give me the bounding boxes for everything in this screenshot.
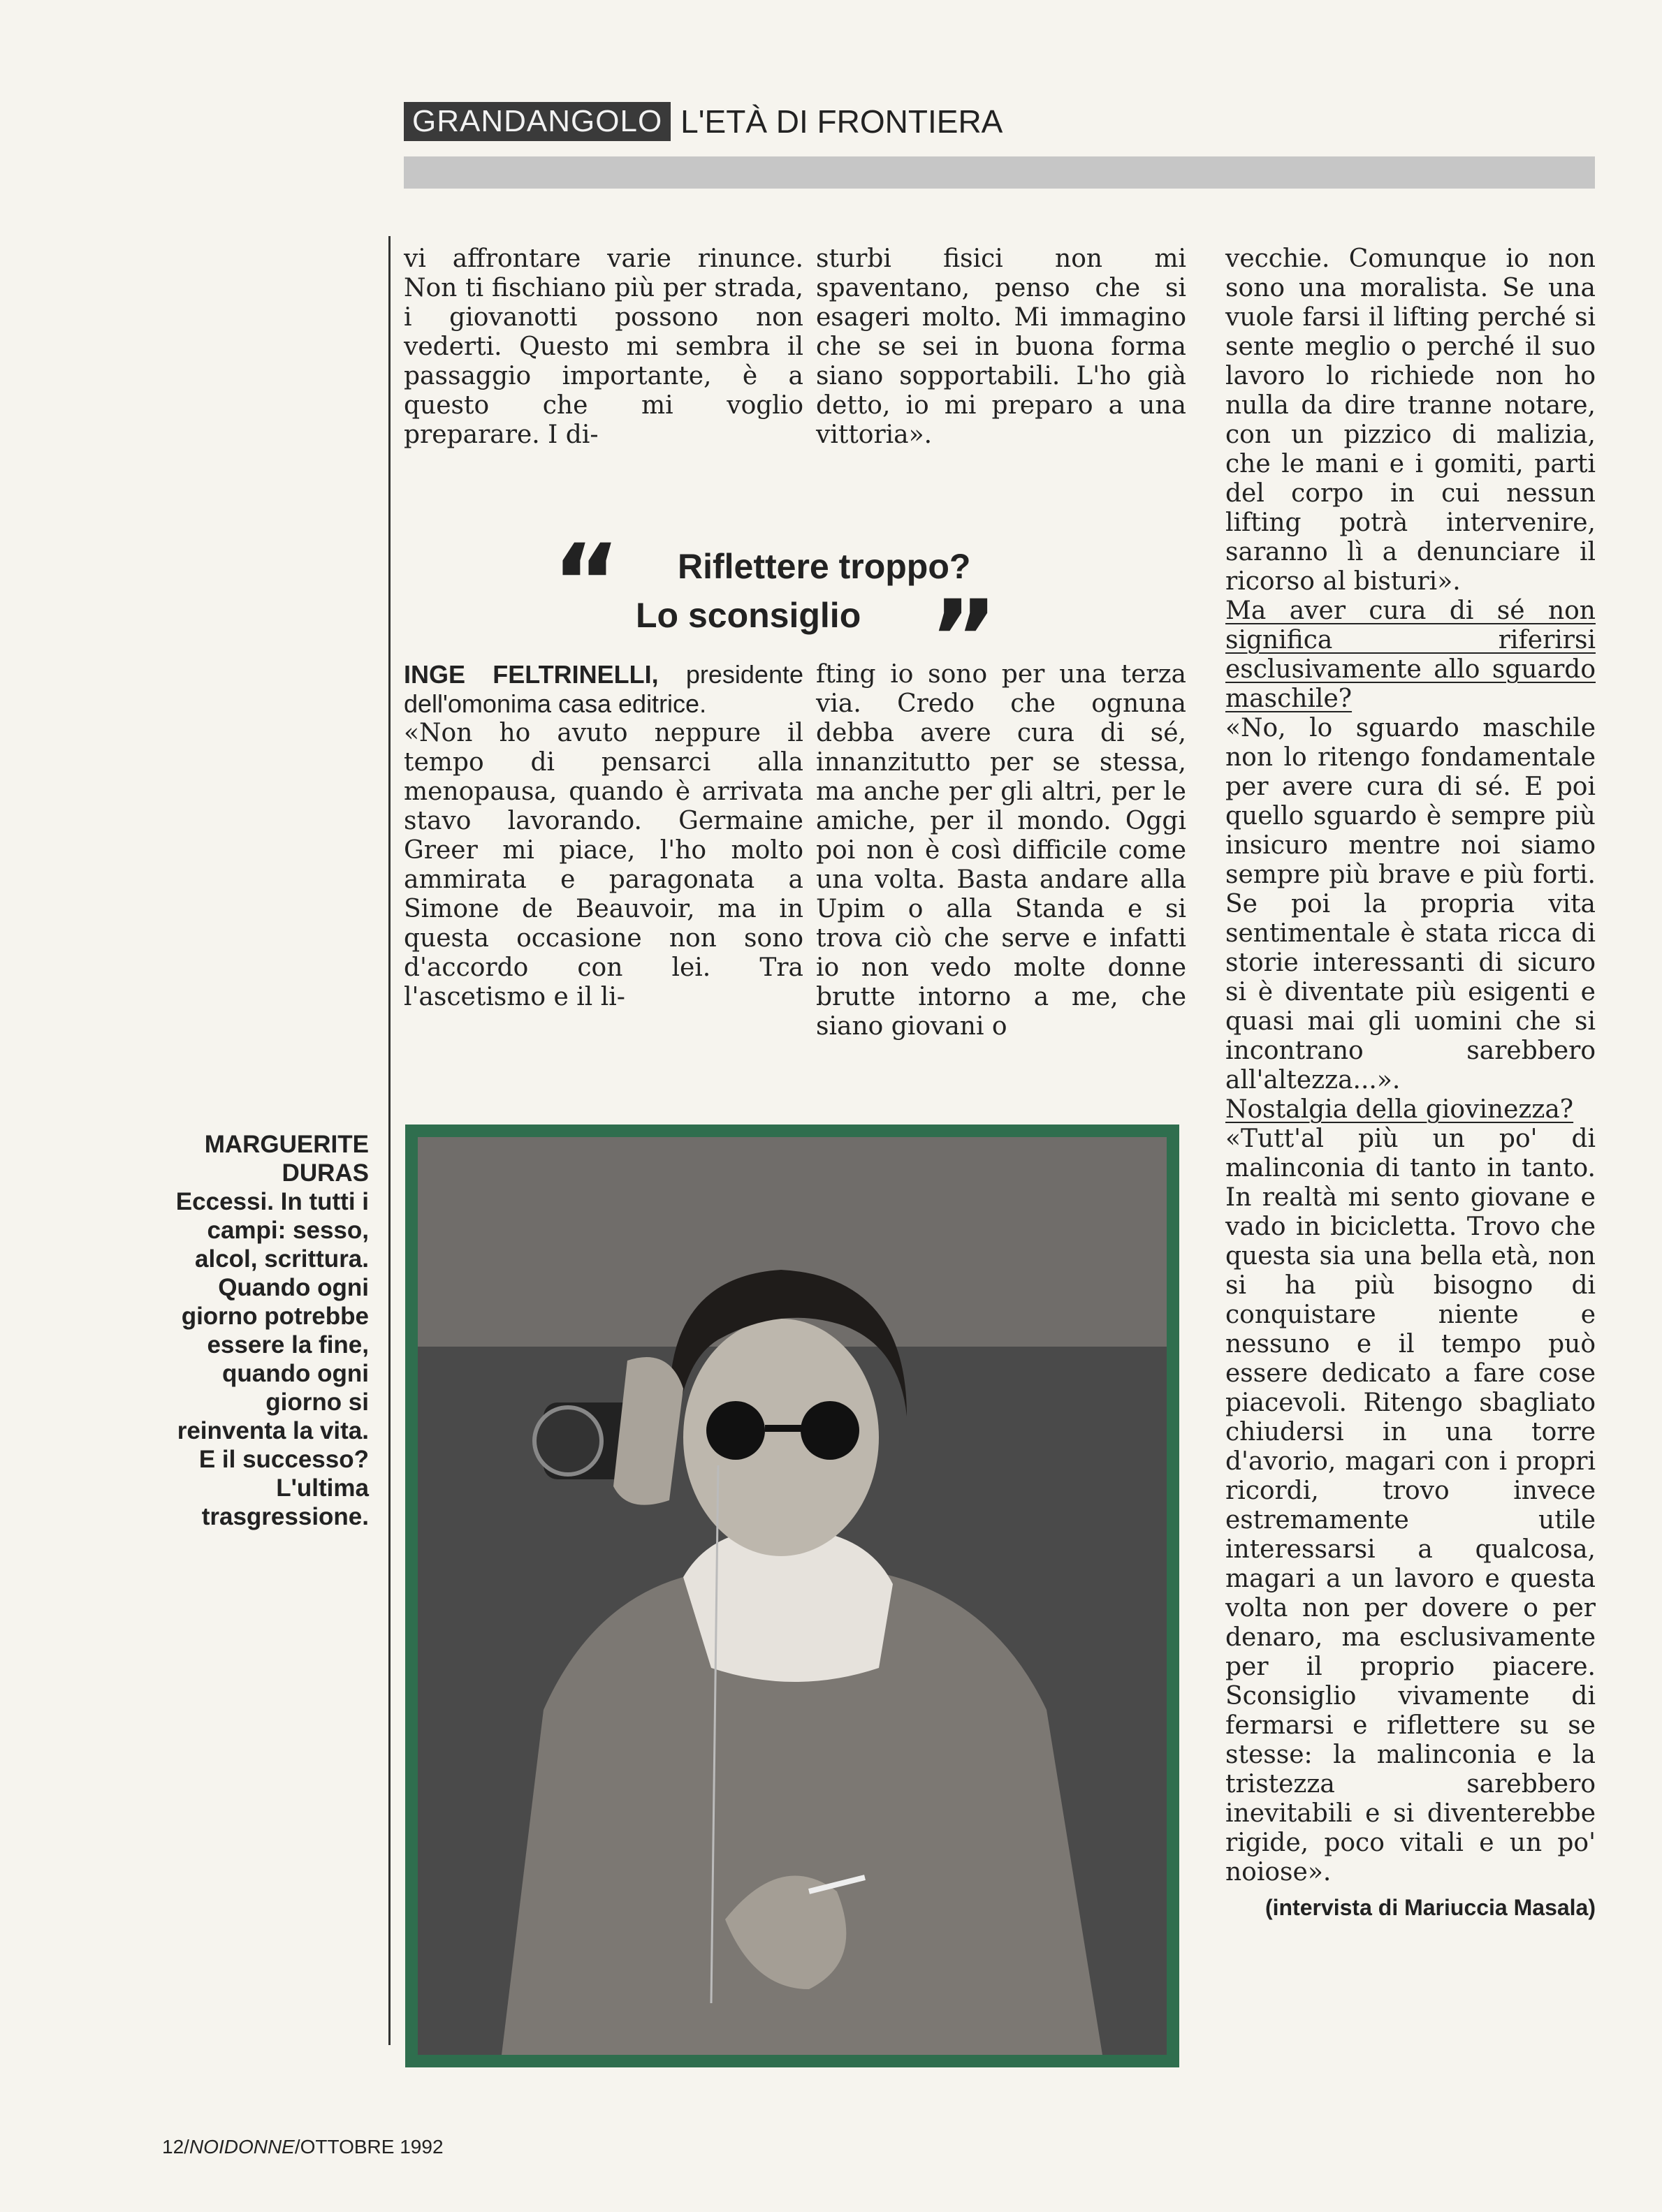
article-column-3 (1225, 244, 1596, 1922)
speaker-name: INGE FELTRINELLI, (404, 660, 659, 689)
section-header (404, 102, 1003, 141)
page-number: 12/ (162, 2136, 189, 2158)
portrait-photo (418, 1137, 1167, 2055)
speaker-role: presidente dell'omonima casa editrice. (404, 660, 803, 718)
interview-question: Ma aver cura di sé non significa riferirsi esclusivamente allo sguardo maschile? (1225, 596, 1596, 713)
article-paragraph: fting io sono per una terza via. Credo che ognuna debba avere cura di sé, innanzitutto per se stessa, ma anche per gli altri, per le amiche, per il mondo. Oggi poi non è così difficile come una volta. Basta andare alla Upim o alla Standa e si trova ciò che serve e infatti io non vedo molte donne brutte intorno a me, che siano giovani o (816, 660, 1186, 1041)
section-tag: GRANDANGOLO (404, 102, 671, 141)
article-paragraph: vi affrontare varie rinunce. Non ti fischiano più per strada, i giovanotti possono non vederti. Questo mi sembra il passaggio importante, è a questo che mi voglio preparare. I di- (404, 244, 803, 449)
article-paragraph: «No, lo sguardo maschile non lo ritengo fondamentale per avere cura di sé. E poi quello sguardo è sempre più insicuro mentre noi siamo sempre più brave e più forti. Se poi la propria vita sentimentale è stata ricca di storie interessanti di sicuro si è diventate più esigenti e quasi mai gli uomini che si incontrano sarebbero all'altezza...». (1225, 714, 1596, 1094)
pull-quote-line-2: Lo sconsiglio (636, 596, 861, 635)
bleed-through-text (151, 237, 374, 1907)
article-column-2-top (816, 244, 1186, 450)
page-footer (162, 2136, 444, 2158)
interview-credit: (intervista di Mariuccia Masala) (1264, 1895, 1596, 1920)
caption-name-line-2: DURAS (282, 1159, 369, 1187)
portrait-illustration (418, 1137, 1167, 2055)
article-paragraph: «Non ho avuto neppure il tempo di pensarci alla menopausa, quando è arrivata stavo lavorando. Germaine Greer mi piace, l'ho molto ammirata e paragonata a Simone de Beauvoir, ma in questa occasione non sono d'accordo con lei. Tra l'ascetismo e il li- (404, 719, 803, 1011)
open-quote-icon: “ (552, 522, 621, 644)
article-paragraph: sturbi fisici non mi spaventano, penso che si esageri molto. Mi immagino che se sei in buona forma siano sopportabili. L'ho già detto, io mi preparo a una vittoria». (816, 244, 1186, 449)
pull-quote-line-1: Riflettere troppo? (678, 547, 971, 586)
speaker-intro (404, 660, 803, 719)
column-divider (388, 236, 391, 2045)
interview-question: Nostalgia della giovinezza? (1225, 1095, 1574, 1124)
header-band (404, 156, 1595, 189)
issue-date: /OTTOBRE 1992 (294, 2136, 444, 2158)
magazine-name: NOIDONNE (189, 2136, 295, 2158)
caption-text: Eccessi. In tutti i campi: sesso, alcol, scrittura. Quando ogni giorno potrebbe essere la fine, quando ogni giorno si reinventa la vita. E il successo? L'ultima trasgressione. (175, 1188, 369, 1530)
article-column-1-top (404, 244, 803, 450)
article-column-1-bottom (404, 660, 803, 1012)
close-quote-icon: ” (929, 578, 998, 700)
article-paragraph: vecchie. Comunque io non sono una moralista. Se una vuole farsi il lifting perché si sente meglio o perché il suo lavoro lo richiede non ho nulla da dire tranne notare, con un pizzico di malizia, che le mani e i gomiti, parti del corpo in cui nessun lifting potrà intervenire, saranno lì a denunciare il ricorso al bisturi». (1225, 244, 1596, 596)
section-title: L'ETÀ DI FRONTIERA (680, 103, 1003, 140)
photo-frame (405, 1125, 1179, 2067)
photo-caption (161, 1130, 369, 1531)
article-paragraph: «Tutt'al più un po' di malinconia di tanto in tanto. In realtà mi sento giovane e vado in bicicletta. Trovo che questa sia una bella età, non si ha più bisogno di conquistare niente e nessuno e il tempo può essere dedicato a fare cose piacevoli. Ritengo sbagliato chiudersi in una torre d'avorio, magari con i propri ricordi, trovo invece estremamente utile interessarsi a qualcosa, magari a un lavoro e questa volta non per dovere o per denaro, ma esclusivamente per il proprio piacere. Sconsiglio vivamente di fermarsi e riflettere su se stesse: la malinconia e la tristezza sarebbero inevitabili e si diventerebbe rigide, poco vitali e un po' noiose». (1225, 1125, 1596, 1887)
article-column-2-bottom (816, 660, 1186, 1041)
pull-quote (552, 522, 1034, 700)
caption-name-line-1: MARGUERITE (204, 1131, 369, 1158)
